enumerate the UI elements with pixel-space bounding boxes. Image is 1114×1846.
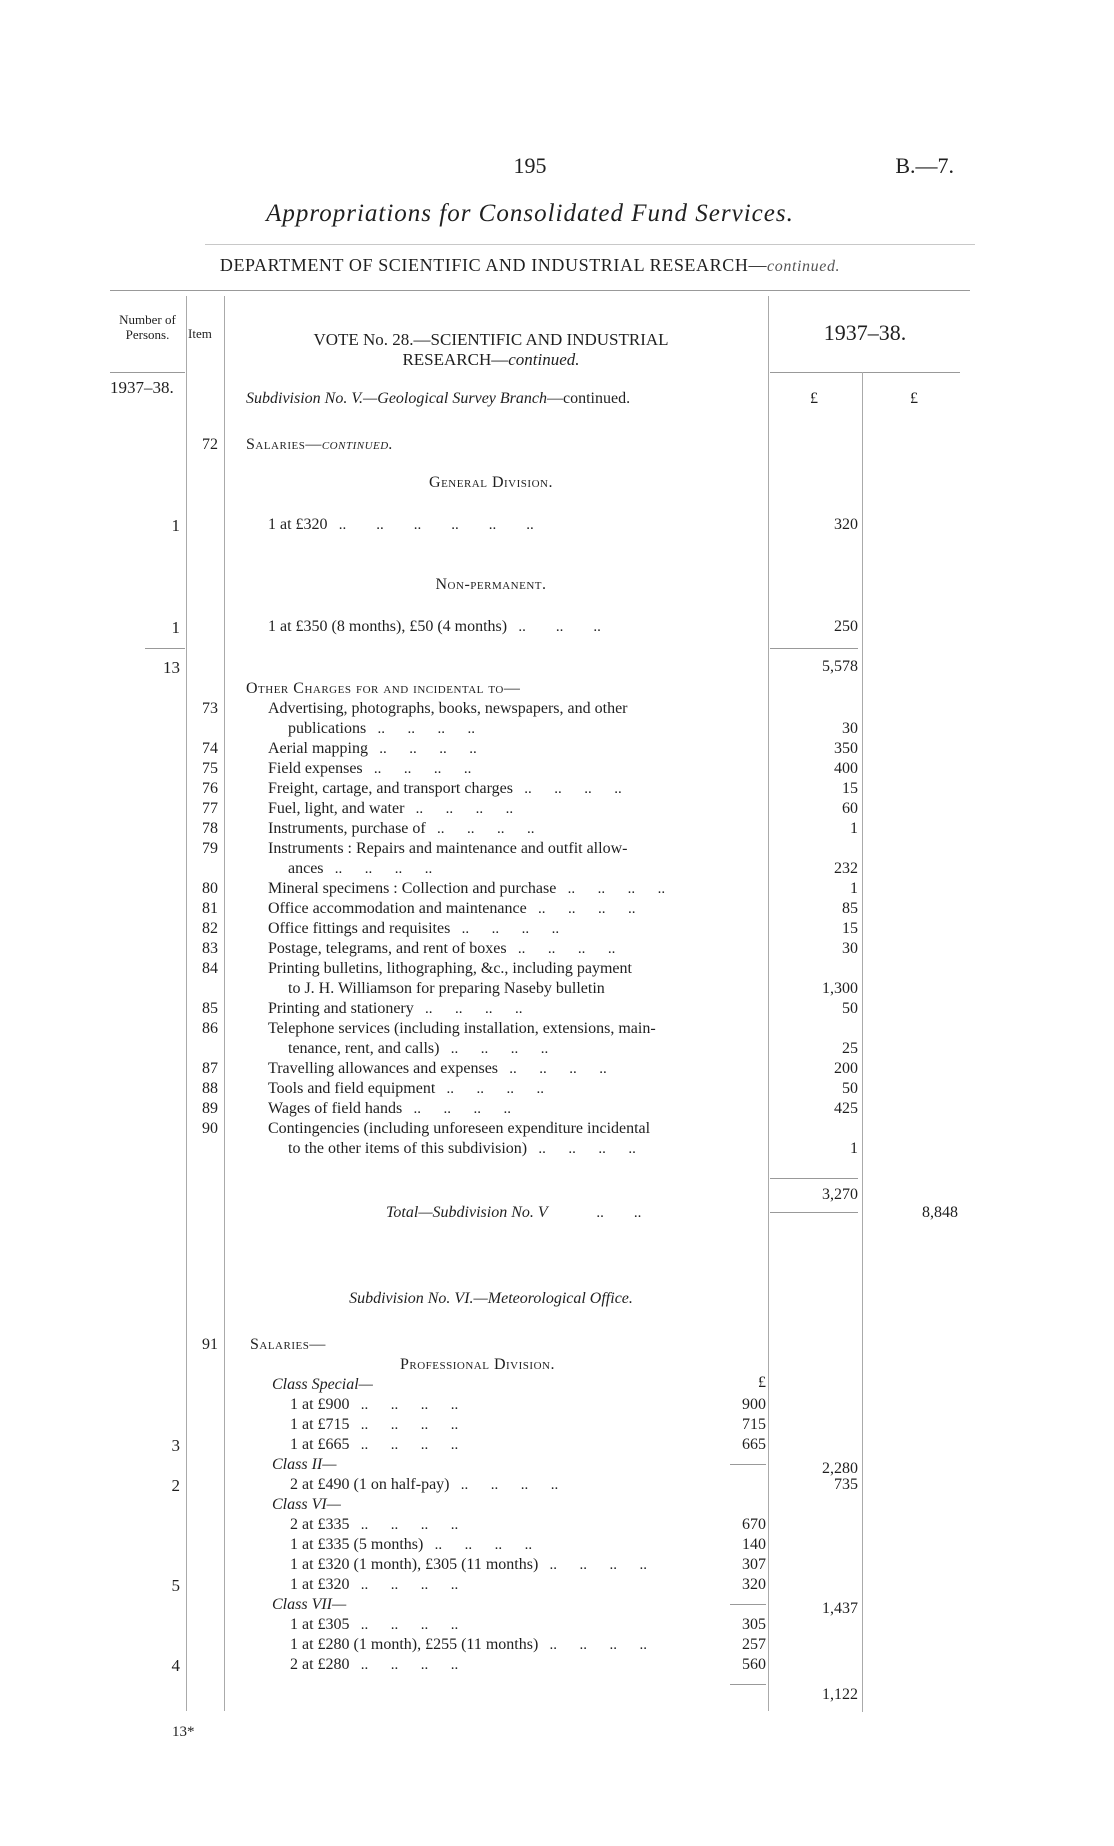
salary-amount: 250 [834,618,858,635]
leader-dots: .. .. .. .. [349,1397,459,1413]
charge-amount: 15 [842,780,858,797]
col-line-amount [862,372,863,1712]
salary-line: 1 at £335 (5 months) .. .. .. .. [290,1536,533,1553]
persons-count: 3 [171,1436,180,1455]
charge-amount: 1,300 [822,980,858,997]
class-subtotal: 2,280 [822,1460,858,1477]
charge-description: Fuel, light, and water .. .. .. .. [268,800,514,817]
item-number: 74 [202,740,218,757]
subdivision-v-title: Subdivision No. V.—Geological Survey Branch—continued. [246,390,631,407]
leader-dots: .. .. .. .. [498,1061,607,1077]
charge-description: Office fittings and requisites .. .. .. .. [268,920,560,937]
persons-count: 1 [171,618,180,637]
charge-description: Telephone services (including installation, extensions, main- [268,1020,656,1037]
col-line-desc [768,296,769,1711]
charge-description: Advertising, photographs, books, newspapers, and other [268,700,628,717]
salary-amount: 320 [834,516,858,533]
item-number: 75 [202,760,218,777]
leader-dots: .. .. .. .. [404,801,514,817]
charge-amount: 30 [842,940,858,957]
leader-dots: .. .. .. .. [323,861,433,877]
item-number: 77 [202,800,218,817]
item-number: 89 [202,1100,218,1117]
item-number: 83 [202,940,218,957]
salary-line: 2 at £280 .. .. .. .. [290,1656,459,1673]
charge-description: Office accommodation and maintenance .. .. .. .. [268,900,636,917]
salary-line: 1 at £320 .. .. .. .. [290,1576,459,1593]
charge-description: Wages of field hands .. .. .. .. [268,1100,511,1117]
leader-dots: .. .. .. .. [450,921,560,937]
charge-amount: 425 [834,1100,858,1117]
salary-amount: 257 [742,1636,766,1653]
item-number: 90 [202,1120,218,1137]
class-heading: Class Special— [272,1376,373,1393]
class-heading: Class VI— [272,1496,341,1513]
salary-line: 1 at £280 (1 month), £255 (11 months) .. .. .. .. [290,1636,648,1653]
subdivision-vi-title: Subdivision No. VI.—Meteorological Office. [349,1290,633,1307]
item-number: 80 [202,880,218,897]
charges-subtotal-underline [770,1212,858,1213]
salary-amount: 307 [742,1556,766,1573]
year-header-rule [770,372,960,373]
charge-amount: 200 [834,1060,858,1077]
salary-line: 1 at £350 (8 months), £50 (4 months) .. .. .. [268,618,601,635]
item-number: 81 [202,900,218,917]
charge-description-cont: tenance, rent, and calls) .. .. .. .. [288,1040,549,1057]
charge-description: Printing and stationery .. .. .. .. [268,1000,523,1017]
document-reference: B.—7. [895,153,954,178]
charge-description: Contingencies (including unforeseen expenditure incidental [268,1120,651,1137]
leader-dots: .. .. .. .. [367,741,477,757]
charge-amount: 25 [842,1040,858,1057]
general-division-heading: General Division. [429,474,553,491]
charge-amount: 60 [842,800,858,817]
item-number: 72 [202,436,218,453]
persons-count: 4 [171,1656,180,1675]
salary-amount: 560 [742,1656,766,1673]
department-heading: DEPARTMENT OF SCIENTIFIC AND INDUSTRIAL RESEARCH—continued. [219,255,841,275]
class-subtotal-rule [730,1684,766,1685]
salary-line: 1 at £900 .. .. .. .. [290,1396,459,1413]
class-subtotal-rule [730,1604,766,1605]
leader-dots: .. .. .. .. [413,1001,523,1017]
charge-amount: 30 [842,720,858,737]
charge-description: Printing bulletins, lithographing, &c., including payment [268,960,632,977]
charges-subtotal: 3,270 [822,1186,858,1203]
persons-header-rule [110,372,185,373]
salary-line: 1 at £320 (1 month), £305 (11 months) .. .. .. .. [290,1556,648,1573]
vote-heading: VOTE No. 28.—SCIENTIFIC AND INDUSTRIAL RESEARCH—continued. [313,330,669,369]
item-number: 73 [202,700,218,717]
salary-amount: 140 [742,1536,766,1553]
salary-line: 1 at £665 .. .. .. .. [290,1436,459,1453]
charges-subtotal-rule [770,1178,858,1179]
charge-description: Aerial mapping .. .. .. .. [268,740,477,757]
persons-year: 1937–38. [110,378,174,397]
leader-dots: .. .. .. .. [349,1657,459,1673]
charge-description-cont: to J. H. Williamson for preparing Naseby bulletin [288,980,605,997]
charge-amount: 15 [842,920,858,937]
col-header-year: 1937–38. [823,320,907,345]
charge-description: Mineral specimens : Collection and purchase .. .. .. .. [268,880,666,897]
signature-mark: 13* [172,1724,195,1740]
leader-dots: .. .. .. .. [512,781,622,797]
item-number: 88 [202,1080,218,1097]
charge-description-cont: ances .. .. .. .. [288,860,433,877]
class-heading: Class VII— [272,1596,347,1613]
salaries-heading: Salaries— [250,1336,326,1353]
salary-line: 2 at £490 (1 on half-pay) .. .. .. .. [290,1476,559,1493]
charge-description: Instruments, purchase of .. .. .. .. [268,820,535,837]
leader-dots: .. .. .. .. [402,1101,511,1117]
non-permanent-heading: Non-permanent. [435,576,547,593]
charge-description: Travelling allowances and expenses .. .. .. .. [268,1060,607,1077]
col-header-persons: Number of Persons. [119,312,176,342]
salary-line: 1 at £305 .. .. .. .. [290,1616,459,1633]
class-subtotal: 1,122 [822,1686,858,1703]
charge-description-cont: to the other items of this subdivision) .. .. .. .. [288,1140,636,1157]
salary-amount: 320 [742,1576,766,1593]
leader-dots: .. .. .. .. [527,1141,636,1157]
leader-dots: .. .. .. .. [349,1517,459,1533]
charge-description: Instruments : Repairs and maintenance and outfit allow- [268,840,628,857]
item-number: 91 [202,1336,218,1353]
charge-amount: 50 [842,1080,858,1097]
leader-dots: .. .. .. .. [349,1437,459,1453]
persons-count: 2 [171,1476,180,1495]
leader-dots: .. .. .. .. [349,1577,459,1593]
charge-description: Freight, cartage, and transport charges .. .. .. .. [268,780,622,797]
class-subtotal-rule [730,1464,766,1465]
item-number: 84 [202,960,218,977]
charge-amount: 232 [834,860,858,877]
leader-dots: .. .. .. .. [538,1557,648,1573]
leader-dots: .. .. .. .. [538,1637,648,1653]
table-top-rule [110,290,970,291]
salary-amount: 665 [742,1436,766,1453]
leader-dots: .. .. .. .. [349,1417,459,1433]
salary-line: 1 at £715 .. .. .. .. [290,1416,459,1433]
title-rule [205,244,975,245]
charge-amount: 50 [842,1000,858,1017]
persons-count: 5 [171,1576,180,1595]
charge-description: Tools and field equipment .. .. .. .. [268,1080,545,1097]
charge-amount: 85 [842,900,858,917]
charge-amount: 400 [834,760,858,777]
charge-amount: 1 [850,1140,858,1157]
charge-amount: 1 [850,880,858,897]
salary-amount: 900 [742,1396,766,1413]
leader-dots: .. .. .. .. [423,1537,533,1553]
salary-amount: 735 [834,1476,858,1493]
item-number: 85 [202,1000,218,1017]
currency-label-2: £ [910,390,918,407]
subdivision-v-total-label: Total—Subdivision No. V .. .. [386,1204,642,1221]
leader-dots: .. .. .. .. [556,881,666,897]
item-number: 79 [202,840,218,857]
salaries-subtotal: 5,578 [822,658,858,675]
leader-dots: .. .. .. .. [349,1617,459,1633]
salary-line: 2 at £335 .. .. .. .. [290,1516,459,1533]
persons-count: 1 [171,516,180,535]
class-subtotal: 1,437 [822,1600,858,1617]
salary-line: 1 at £320 .. .. .. .. .. .. [268,516,534,533]
persons-subtotal: 13 [163,658,180,677]
leader-dots: .. .. .. .. [366,721,475,737]
item-number: 78 [202,820,218,837]
charge-amount: 350 [834,740,858,757]
leader-dots: .. .. .. .. [425,821,535,837]
leader-dots: .. .. .. .. [449,1477,559,1493]
page-number: 195 [513,153,547,178]
leader-dots: .. .. .. .. [435,1081,545,1097]
col-line-persons [186,296,187,1711]
salary-amount: 715 [742,1416,766,1433]
leader-dots: .. .. .. .. [506,941,616,957]
subdivision-v-total: 8,848 [922,1204,958,1221]
persons-subtotal-rule [145,648,185,649]
other-charges-heading: Other Charges for and incidental to— [246,680,521,697]
leader-dots: .. .. .. .. [526,901,636,917]
salary-amount: 305 [742,1616,766,1633]
charge-amount: 1 [850,820,858,837]
currency-label: £ [758,1374,766,1391]
page-title: Appropriations for Consolidated Fund Services. [266,200,794,227]
professional-division-heading: Professional Division. [400,1356,555,1373]
item-number: 86 [202,1020,218,1037]
leader-dots: .. .. .. .. [439,1041,549,1057]
class-heading: Class II— [272,1456,337,1473]
charge-description: Field expenses .. .. .. .. [268,760,472,777]
col-header-item: Item [188,326,212,341]
item-number: 87 [202,1060,218,1077]
charge-description: Postage, telegrams, and rent of boxes .. .. .. .. [268,940,616,957]
item-number: 82 [202,920,218,937]
charge-description-cont: publications .. .. .. .. [288,720,475,737]
item-number: 76 [202,780,218,797]
leader-dots: .. .. .. .. [362,761,472,777]
salary-amount: 670 [742,1516,766,1533]
salaries-heading: Salaries—continued. [246,436,394,453]
currency-label-1: £ [810,390,818,407]
salaries-subtotal-rule [770,648,858,649]
